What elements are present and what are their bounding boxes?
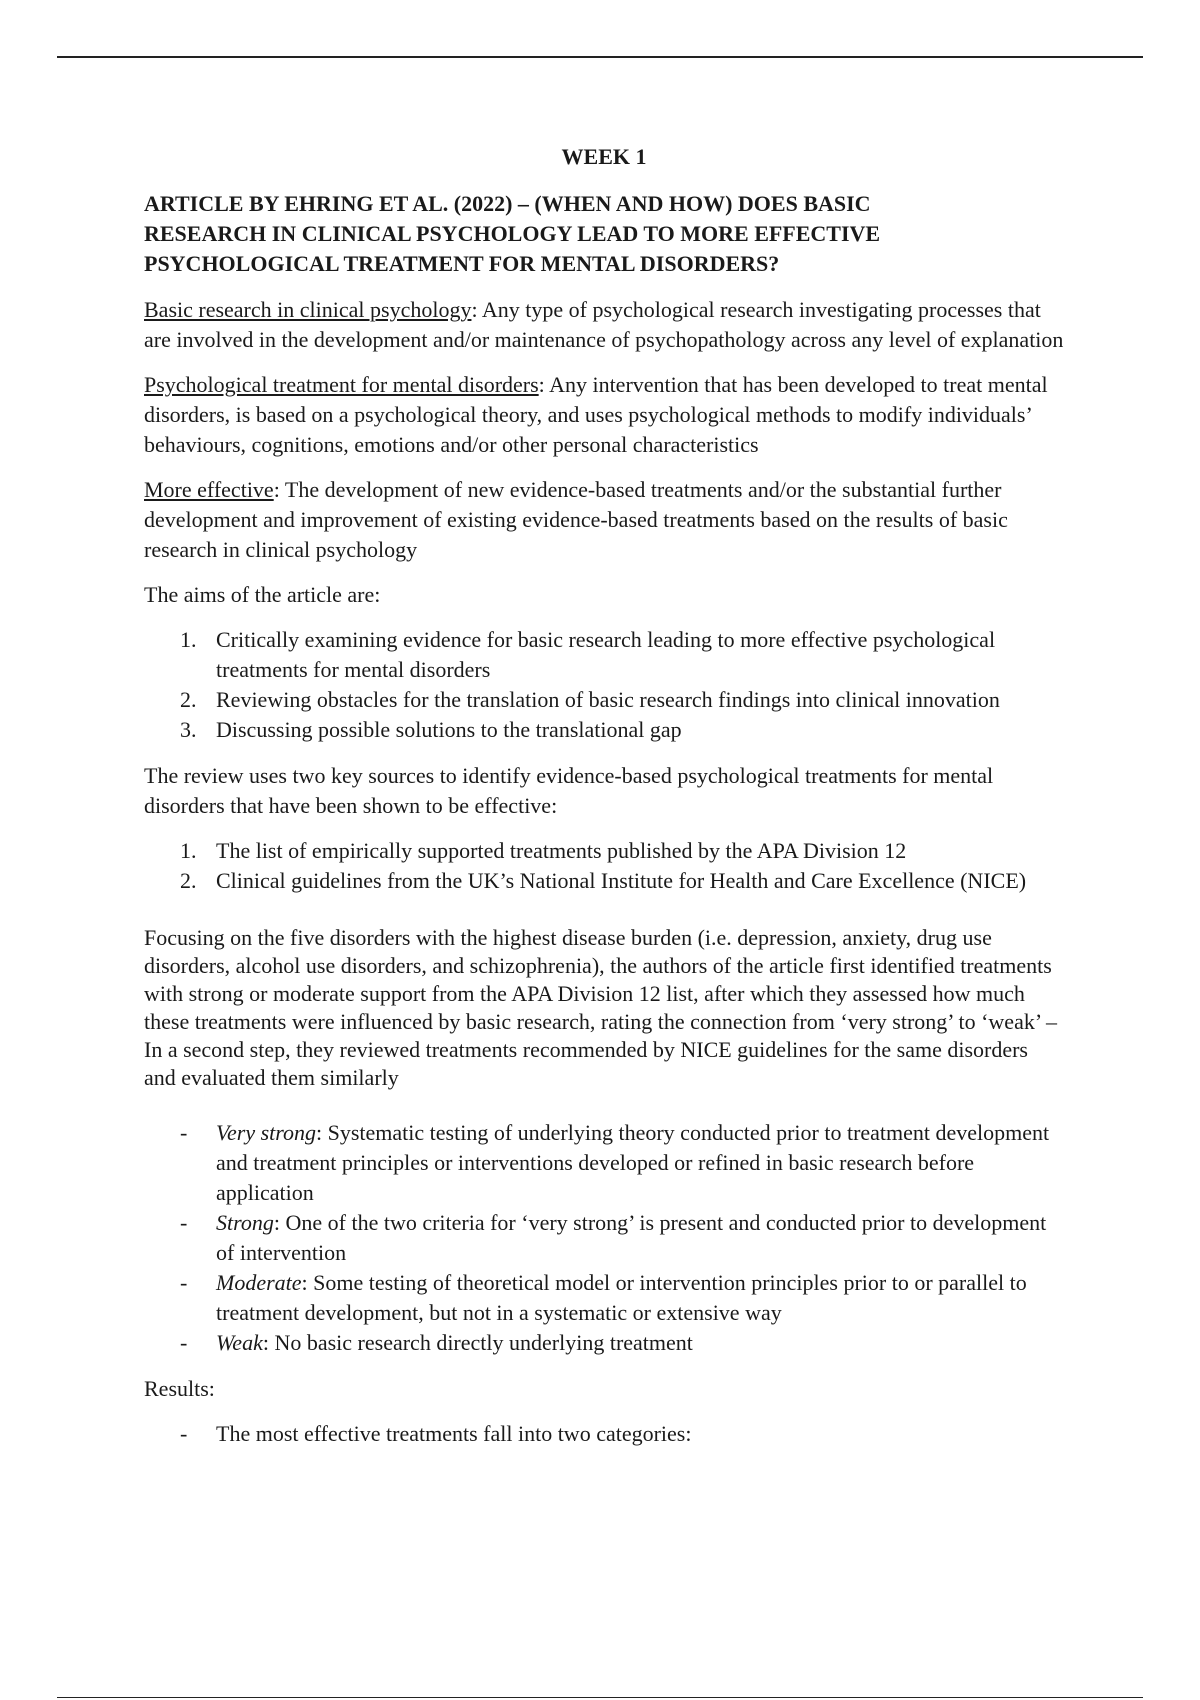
week-heading: WEEK 1 [561,144,647,169]
bottom-rule [57,1697,1143,1698]
results-heading: Results: [144,1376,215,1401]
rating-label: Weak [216,1330,263,1355]
list-number: 2. [180,687,197,712]
rating-label: Moderate [216,1270,302,1295]
rating-label: Very strong [216,1120,317,1145]
rating-text: : No basic research directly underlying treatment [262,1330,693,1355]
definition-text: : Any intervention that has been developed to treat mental disorders, is based on a psychological theory, and uses psychological methods to modify individuals’ behaviours, cognitions, emotions and/or other personal characteristics [144,372,1048,457]
rating-text: : One of the two criteria for ‘very strong’ is present and conducted prior to development of intervention [216,1210,1047,1265]
aims-intro: The aims of the article are: [144,582,381,607]
list-item [144,685,1064,715]
list-item [144,1208,1064,1268]
list-item [144,1328,1064,1358]
document-body [144,142,1064,1465]
list-number: 3. [180,717,197,742]
results-list [144,1419,1064,1449]
list-number: 1. [180,627,197,652]
dash-bullet: - [180,1270,188,1295]
aims-list [144,625,1064,745]
definition-psychological-treatment [144,370,1064,460]
list-item [144,625,1064,685]
definition-term: Psychological treatment for mental disorders [144,372,539,397]
list-item [144,1268,1064,1328]
list-item-text: Clinical guidelines from the UK’s National Institute for Health and Care Excellence (NICE) [216,868,1027,893]
sources-list [144,836,1064,896]
list-item-text: The list of empirically supported treatments published by the APA Division 12 [216,838,907,863]
top-rule [57,56,1143,58]
definition-term: More effective [144,477,274,502]
focus-paragraph: Focusing on the five disorders with the highest disease burden (i.e. depression, anxiety, drug use disorders, alcohol use disorders, and schizophrenia), the authors of the article first identified treatments with strong or moderate support from the APA Division 12 list, after which they assessed how much these treatments were influenced by basic research, rating the connection from ‘very strong’ to ‘weak’ – In a second step, they reviewed treatments recommended by NICE guidelines for the same disorders and evaluated them similarly [144,925,1058,1090]
ratings-list [144,1118,1064,1358]
list-number: 1. [180,838,197,863]
article-title: ARTICLE BY EHRING ET AL. (2022) – (WHEN AND HOW) DOES BASIC RESEARCH IN CLINICAL PSYCHOLOGY LEAD TO MORE EFFECTIVE PSYCHOLOGICAL TREATMENT FOR MENTAL DISORDERS? [144,191,881,276]
definition-text: : Any type of psychological research investigating processes that are involved in the development and/or maintenance of psychopathology across any level of explanation [144,297,1064,352]
rating-text: : Systematic testing of underlying theory conducted prior to treatment development and treatment principles or interventions developed or refined in basic research before application [216,1120,1050,1205]
definition-term: Basic research in clinical psychology [144,297,472,322]
list-item-text: Reviewing obstacles for the translation of basic research findings into clinical innovation [216,687,1000,712]
rating-text: : Some testing of theoretical model or intervention principles prior to or parallel to treatment development, but not in a systematic or extensive way [216,1270,1027,1325]
list-item [144,866,1064,896]
definition-basic-research [144,295,1064,355]
list-item [144,836,1064,866]
list-item-text: Discussing possible solutions to the translational gap [216,717,682,742]
list-item [144,1118,1064,1208]
list-item [144,715,1064,745]
list-item-text: Critically examining evidence for basic research leading to more effective psychological treatments for mental disorders [216,627,996,682]
dash-bullet: - [180,1421,188,1446]
rating-label: Strong [216,1210,274,1235]
list-item [144,1419,1064,1449]
definition-more-effective [144,475,1064,565]
definition-text: : The development of new evidence-based treatments and/or the substantial further development and improvement of existing evidence-based treatments based on the results of basic research in clinical psychology [144,477,1008,562]
list-number: 2. [180,868,197,893]
dash-bullet: - [180,1210,188,1235]
dash-bullet: - [180,1330,188,1355]
sources-intro: The review uses two key sources to identify evidence-based psychological treatments for mental disorders that have been shown to be effective: [144,763,994,818]
list-item-text: The most effective treatments fall into two categories: [216,1421,692,1446]
dash-bullet: - [180,1120,188,1145]
